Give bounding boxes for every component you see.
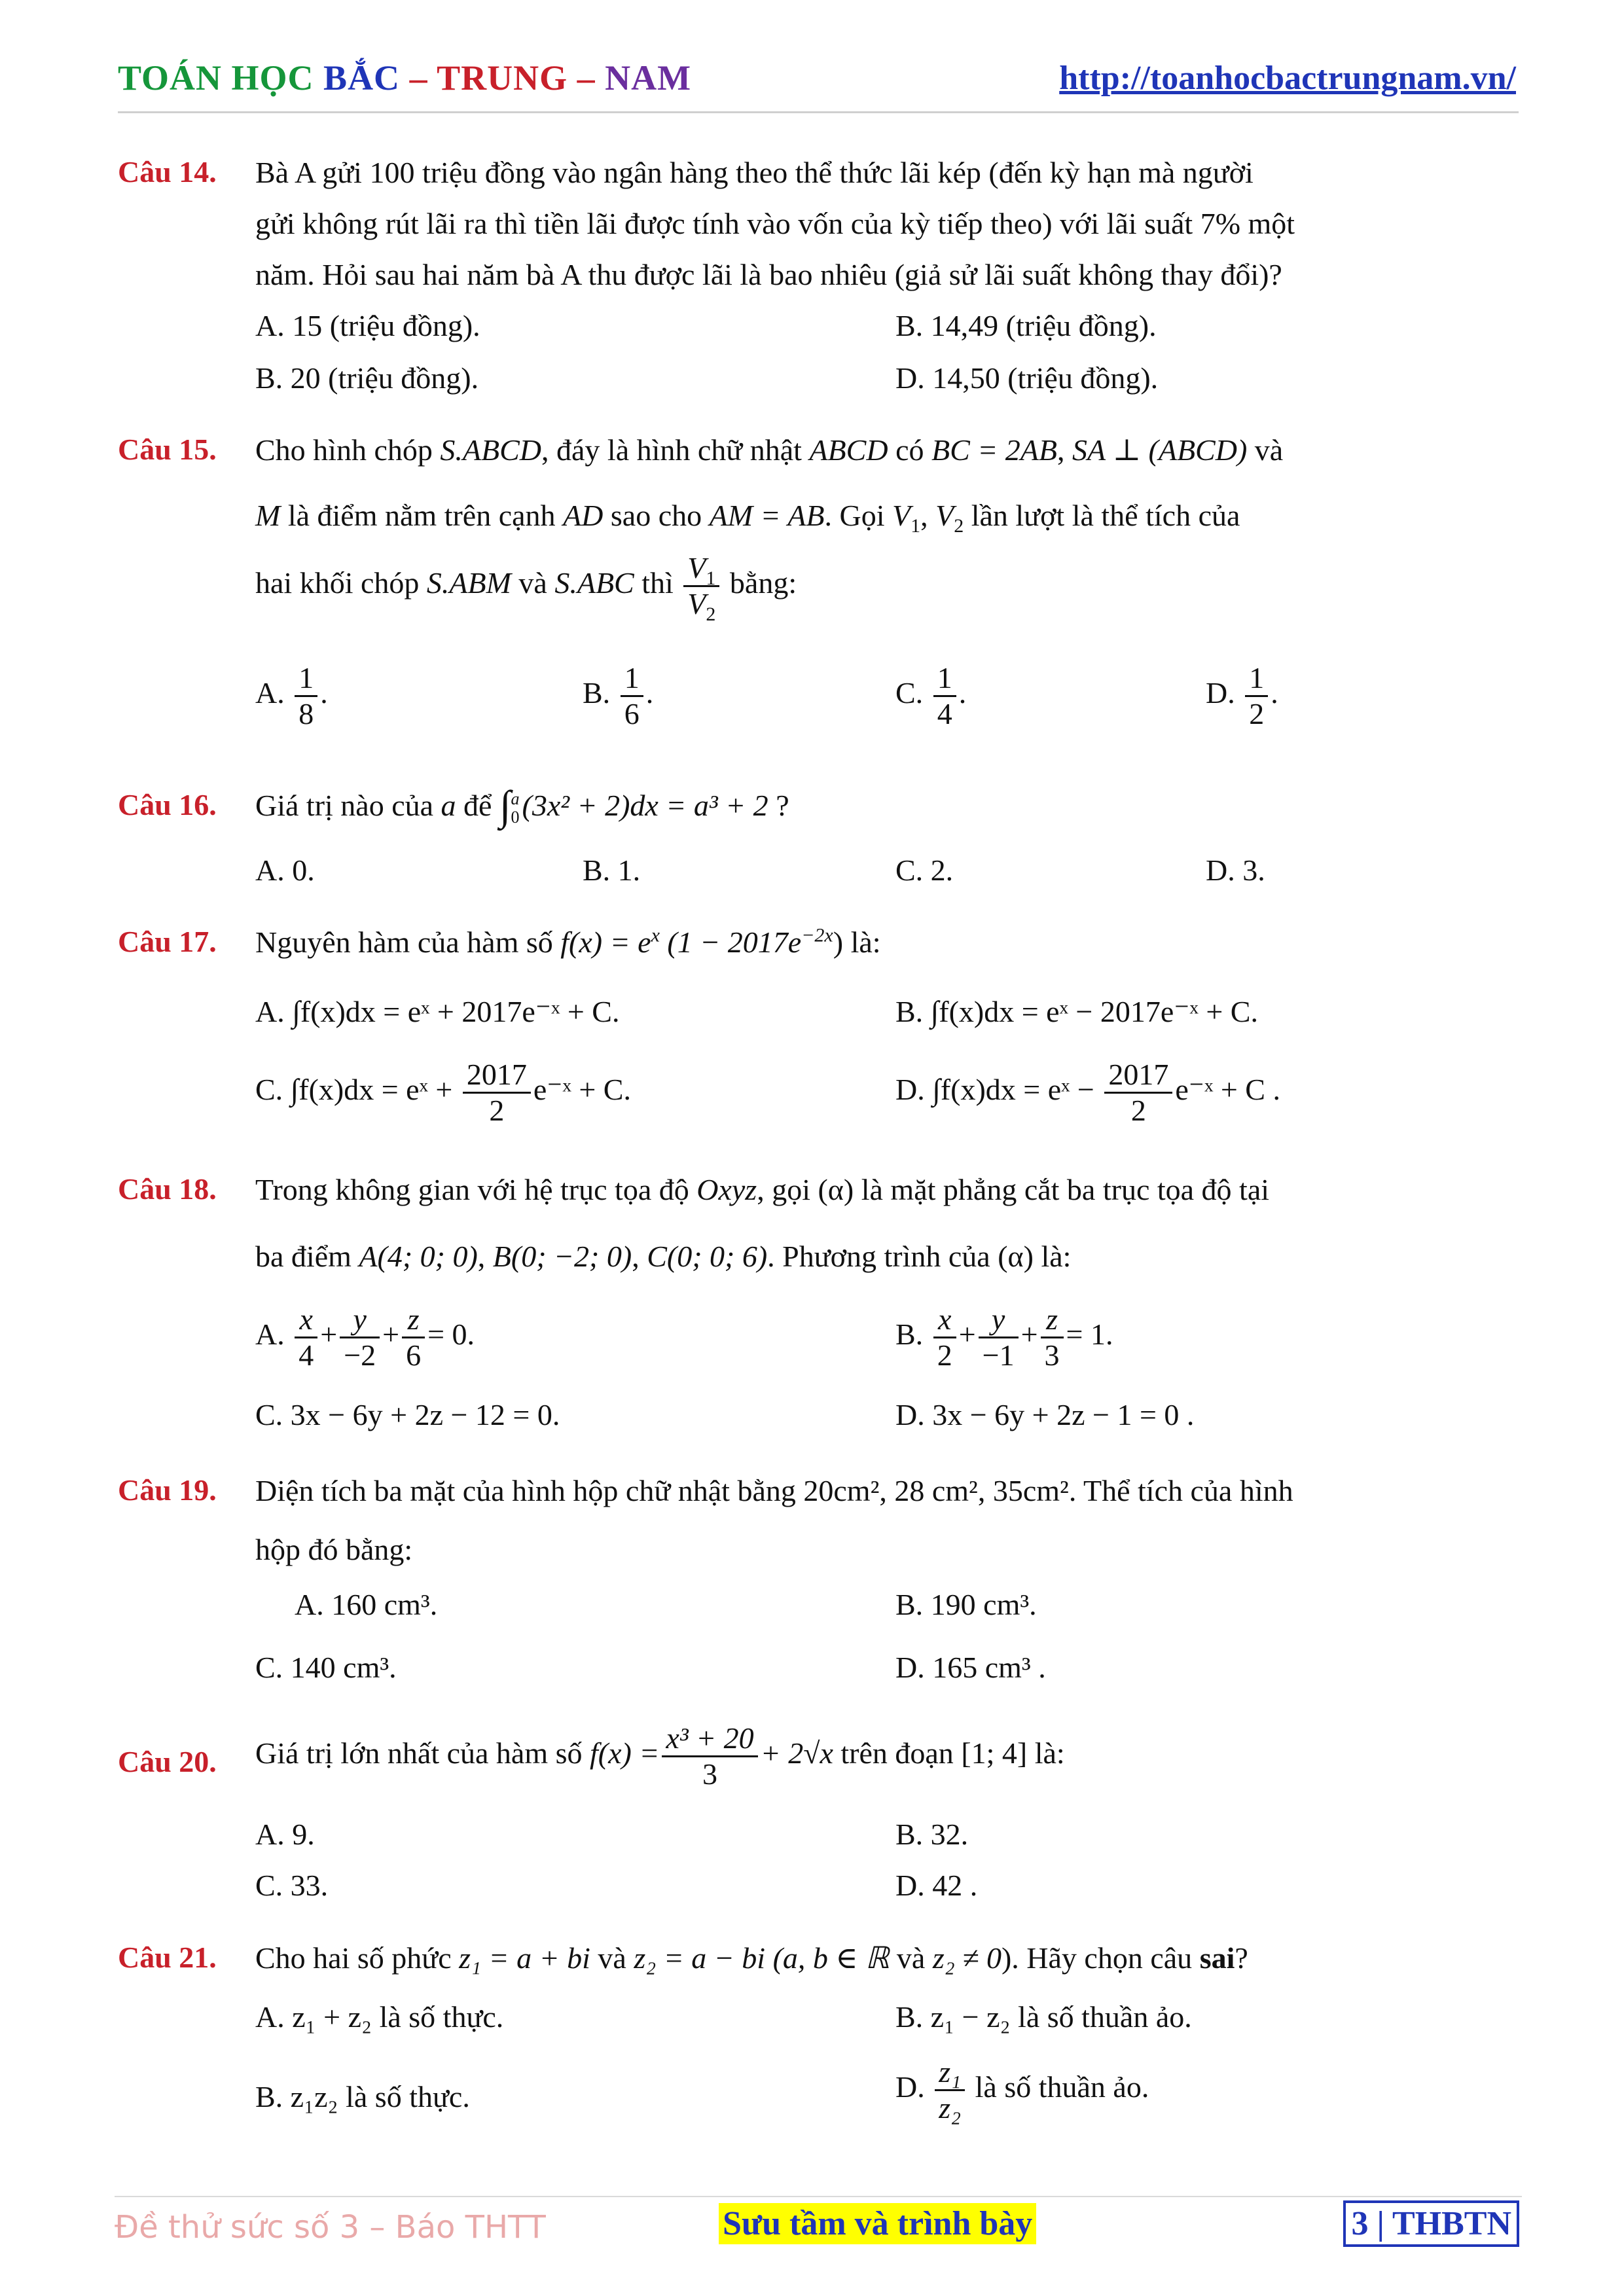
question-16-option-d[interactable]: D. 3.	[1206, 853, 1265, 887]
question-21-option-c[interactable]: B. z₁z₂ là số thực.	[255, 2080, 470, 2113]
question-16-label: Câu 16.	[118, 788, 217, 821]
question-21-option-d[interactable]: D. $\frac{\text{z₁}}{\text{z₂}}$ là số thuần ảo.	[895, 2055, 1149, 2125]
question-15-line-1: Cho hình chóp S.ABCD, đáy là hình chữ nhật ABCD có BC = 2AB, SA ⊥ (ABCD) và	[255, 433, 1284, 467]
question-21-option-a[interactable]: A. z₁ + z₂ là số thực.	[255, 2000, 504, 2034]
question-20-option-b[interactable]: B. 32.	[895, 1818, 969, 1851]
question-17-option-d[interactable]: D. ∫f(x)dx = eˣ − $\frac{2017}{2}$ e⁻ˣ + C .	[895, 1058, 1280, 1127]
footer-page-number: 3 | THBTN	[1343, 2200, 1519, 2247]
question-19-option-c[interactable]: C. 140 cm³.	[255, 1651, 397, 1684]
question-21-option-b[interactable]: B. z₁ − z₂ là số thuần ảo.	[895, 2000, 1192, 2034]
question-19-option-a[interactable]: A. 160 cm³.	[295, 1588, 438, 1621]
question-15-option-c[interactable]: C. $\frac{1}{4}$ .	[895, 661, 967, 730]
question-17-label: Câu 17.	[118, 925, 217, 958]
question-14-line-1: Bà A gửi 100 triệu đồng vào ngân hàng theo thể thức lãi kép (đến kỳ hạn mà người	[255, 156, 1254, 189]
question-18-label: Câu 18.	[118, 1172, 217, 1206]
question-14-option-c[interactable]: B. 20 (triệu đồng).	[255, 361, 479, 395]
header-divider	[118, 111, 1519, 113]
question-18-line-2: ba điểm A(4; 0; 0), B(0; −2; 0), C(0; 0; 6). Phương trình của (α) là:	[255, 1240, 1072, 1273]
footer-divider	[115, 2196, 1522, 2197]
question-14-option-d[interactable]: D. 14,50 (triệu đồng).	[895, 361, 1159, 395]
question-19-line-2: hộp đó bằng:	[255, 1533, 413, 1566]
question-15-option-b[interactable]: B. $\frac{1}{6}$ .	[583, 661, 654, 730]
question-19-line-1: Diện tích ba mặt của hình hộp chữ nhật bằng 20cm², 28 cm², 35cm². Thể tích của hình	[255, 1474, 1293, 1507]
question-20-stem: Giá trị lớn nhất của hàm số f(x) = $\frac{\text{x³ + 20}}{3}$ + 2√x trên đoạn [1; 4] là:	[255, 1721, 1065, 1791]
question-15-label: Câu 15.	[118, 433, 217, 466]
question-18-option-c[interactable]: C. 3x − 6y + 2z − 12 = 0.	[255, 1398, 560, 1431]
brand-part-1: TOÁN HỌC	[118, 58, 324, 98]
footer-credit: Sưu tầm và trình bày	[719, 2203, 1036, 2244]
question-14-option-a[interactable]: A. 15 (triệu đồng).	[255, 309, 480, 342]
question-17-option-b[interactable]: B. ∫f(x)dx = eˣ − 2017e⁻ˣ + C.	[895, 995, 1258, 1028]
brand-part-4: NAM	[605, 58, 692, 98]
question-14-line-3: năm. Hỏi sau hai năm bà A thu được lãi là bao nhiêu (giả sử lãi suất không thay đổi)?	[255, 258, 1282, 291]
question-17-option-c[interactable]: C. ∫f(x)dx = eˣ + $\frac{2017}{2}$ e⁻ˣ + C.	[255, 1058, 631, 1127]
question-15-line-3: hai khối chóp S.ABM và S.ABC thì $\frac{V_1}{V_2}$ bằng:	[255, 551, 797, 626]
question-16-option-a[interactable]: A. 0.	[255, 853, 315, 887]
question-16-stem: Giá trị nào của a để ∫ a 0 (3x² + 2)dx = a³ + 2 ?	[255, 782, 789, 829]
question-14-label: Câu 14.	[118, 155, 217, 188]
question-19-option-b[interactable]: B. 190 cm³.	[895, 1588, 1037, 1621]
question-16-option-b[interactable]: B. 1.	[583, 853, 641, 887]
question-21-label: Câu 21.	[118, 1941, 217, 1974]
question-20-label: Câu 20.	[118, 1745, 217, 1778]
brand-part-3: – TRUNG –	[400, 58, 605, 98]
question-19-option-d[interactable]: D. 165 cm³ .	[895, 1651, 1046, 1684]
question-18-line-1: Trong không gian với hệ trục tọa độ Oxyz, gọi (α) là mặt phẳng cắt ba trục tọa độ tại	[255, 1173, 1270, 1206]
question-18-option-d[interactable]: D. 3x − 6y + 2z − 1 = 0 .	[895, 1398, 1195, 1431]
question-20-option-d[interactable]: D. 42 .	[895, 1869, 978, 1902]
header-brand	[118, 58, 691, 98]
question-21-stem: Cho hai số phức z₁ = a + bi và z₂ = a − bi (a, b ∈ ℝ và z₂ ≠ 0). Hãy chọn câu sai?	[255, 1941, 1248, 1975]
question-19-label: Câu 19.	[118, 1473, 217, 1507]
question-17-stem: Nguyên hàm của hàm số $f(x) = e^x$ $(1 - 2017e^{-2x})$ là:	[255, 924, 881, 959]
question-15-option-d[interactable]: D. $\frac{1}{2}$ .	[1206, 661, 1278, 730]
question-14-option-b[interactable]: B. 14,49 (triệu đồng).	[895, 309, 1157, 342]
question-20-option-a[interactable]: A. 9.	[255, 1818, 315, 1851]
question-18-option-b[interactable]: B. $\frac{x}{2}$ + $\frac{y}{-1}$ + $\frac{z}{3}$ = 1.	[895, 1302, 1113, 1372]
question-20-option-c[interactable]: C. 33.	[255, 1869, 329, 1902]
question-15-volume-fraction: $\frac{V_1}{V_2}$	[683, 551, 719, 621]
header-url-link[interactable]: http://toanhocbactrungnam.vn/	[1059, 60, 1516, 97]
footer-source: Đề thử sức số 3 – Báo THTT	[115, 2209, 546, 2246]
brand-part-2: BẮC	[323, 58, 401, 98]
question-18-option-a[interactable]: A. $\frac{x}{4}$ + $\frac{y}{-2}$ + $\frac{z}{6}$ = 0.	[255, 1302, 475, 1372]
question-15-option-a[interactable]: A. $\frac{1}{8}$ .	[255, 661, 328, 730]
question-16-option-c[interactable]: C. 2.	[895, 853, 954, 887]
question-14-line-2: gửi không rút lãi ra thì tiền lãi được tính vào vốn của kỳ tiếp theo) với lãi suất 7% một	[255, 207, 1295, 240]
question-17-option-a[interactable]: A. ∫f(x)dx = eˣ + 2017e⁻ˣ + C.	[255, 995, 620, 1028]
question-15-line-2: M là điểm nằm trên cạnh AD sao cho AM = AB. Gọi $V_1$, $V_2$ lần lượt là thể tích của	[255, 499, 1240, 537]
